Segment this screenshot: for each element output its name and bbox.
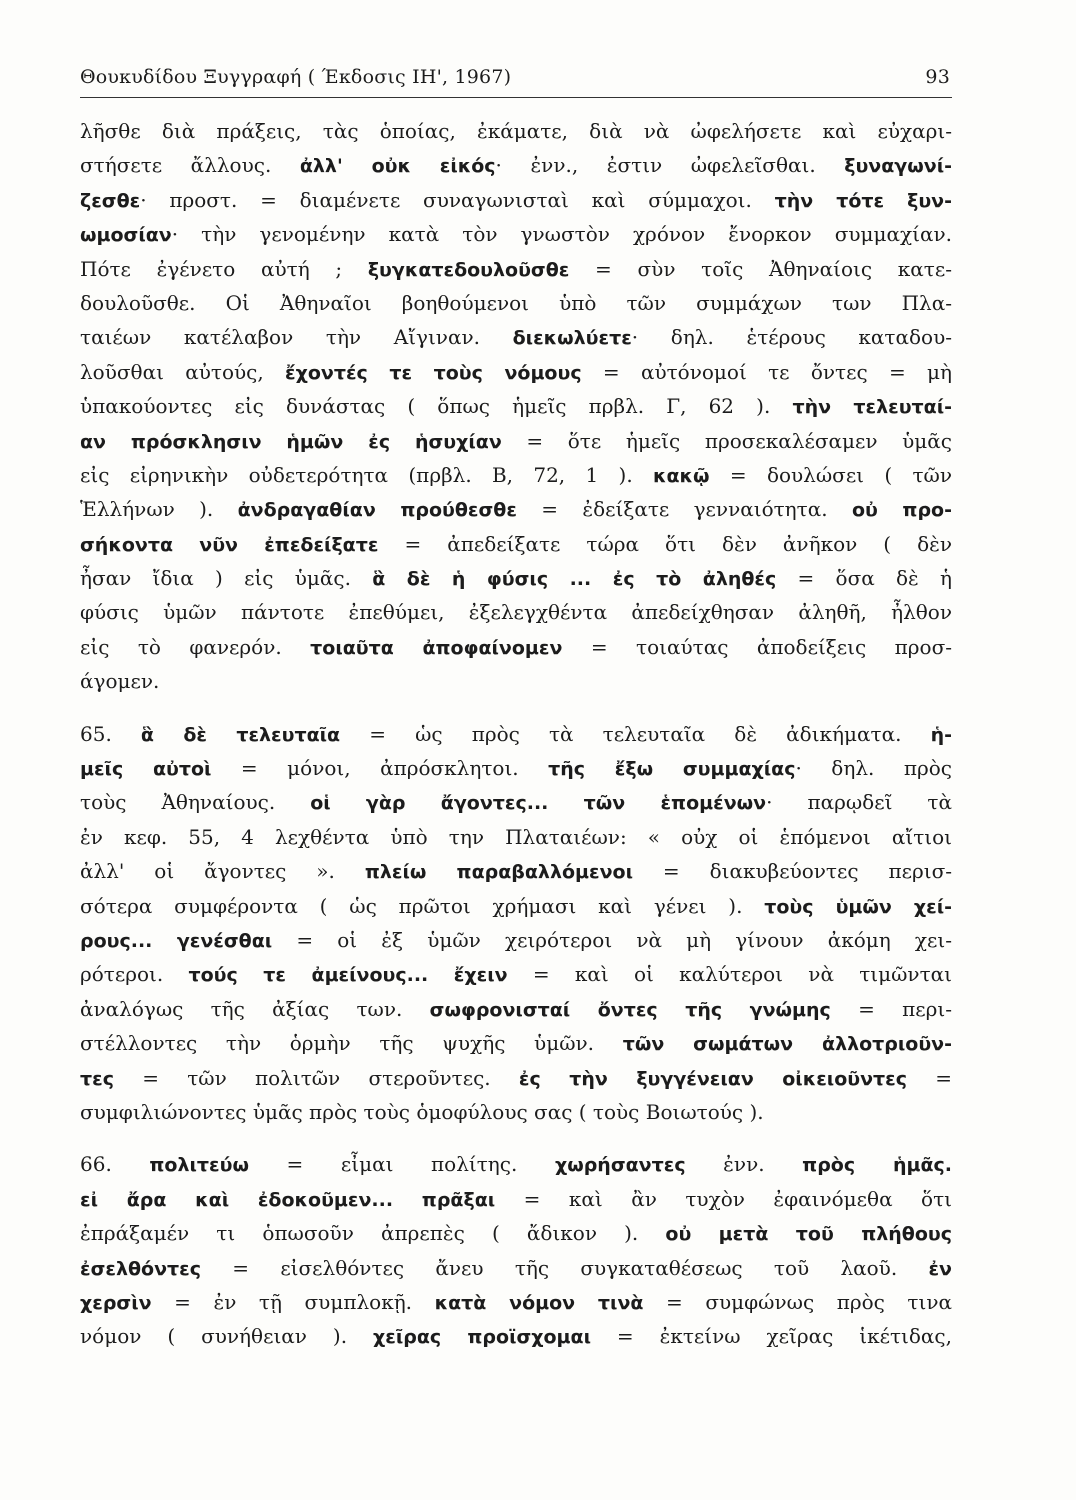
text-line bbox=[80, 923, 952, 957]
running-title: Θουκυδίδου Ξυγγραφή ( Έκδοσις ΙΗ', 1967) bbox=[80, 66, 512, 88]
gloss-text: = καὶ οἱ καλύτεροι νὰ τιμῶνται bbox=[507, 962, 952, 987]
paragraph-gap bbox=[80, 699, 952, 717]
gloss-text: ταιέων κατέλαβον τὴν Αἴγιναν. bbox=[80, 325, 513, 350]
lemma-term: χερσὶν bbox=[80, 1291, 152, 1314]
gloss-text: 66. bbox=[80, 1152, 150, 1177]
lemma-term: ξυναγωνί- bbox=[844, 155, 952, 178]
text-line bbox=[80, 717, 952, 751]
text-line bbox=[80, 820, 952, 854]
gloss-text: = εἰσελθόντες ἄνευ τῆς συγκαταθέσεως τοῦ λαοῦ. bbox=[201, 1255, 929, 1280]
lemma-term: ἔχοντές τε τοὺς νόμους bbox=[285, 361, 582, 384]
lemma-term: χεῖρας προϊσχομαι bbox=[373, 1326, 591, 1349]
text-line bbox=[80, 527, 952, 561]
text-line bbox=[80, 1319, 952, 1353]
text-line bbox=[80, 1095, 952, 1129]
gloss-text: = αὐτόνομοί τε ὄντες = μὴ bbox=[581, 359, 953, 384]
text-line bbox=[80, 785, 952, 819]
lemma-term: τὴν τότε ξυν- bbox=[774, 189, 952, 212]
text-line bbox=[80, 389, 952, 423]
text-line bbox=[80, 854, 952, 888]
gloss-text: = ὡς πρὸς τὰ τελευταῖα δὲ ἀδικήματα. bbox=[340, 721, 931, 746]
text-line bbox=[80, 595, 952, 629]
text-line bbox=[80, 492, 952, 526]
gloss-text: = ἐν τῇ συμπλοκῇ. bbox=[151, 1289, 435, 1314]
text-line bbox=[80, 1285, 952, 1319]
text-line bbox=[80, 1147, 952, 1181]
lemma-term: μεῖς αὐτοὶ bbox=[80, 758, 212, 781]
text-line bbox=[80, 992, 952, 1026]
lemma-term: τοιαῦτα ἀποφαίνομεν bbox=[310, 636, 563, 659]
gloss-text: = οἱ ἐξ ὑμῶν χειρότεροι νὰ μὴ γίνουν ἀκόμη χει- bbox=[272, 927, 953, 952]
gloss-text: συμφιλιώνοντες ὑμᾶς πρὸς τοὺς ὁμοφύλους σας ( τοὺς Βοιωτούς ). bbox=[80, 1099, 764, 1124]
gloss-text: = διακυβεύοντες περισ- bbox=[633, 859, 952, 884]
gloss-text: · ἐνν., ἐστιν ὠφελεῖσθαι. bbox=[495, 153, 845, 178]
gloss-text: ἦσαν ἴδια ) εἰς ὑμᾶς. bbox=[80, 566, 373, 591]
lemma-term: ἐν bbox=[928, 1257, 952, 1280]
text-line bbox=[80, 751, 952, 785]
lemma-term: πολιτεύω bbox=[149, 1154, 249, 1177]
text-line bbox=[80, 630, 952, 664]
lemma-term: ἀλλ' οὐκ εἰκός bbox=[299, 155, 496, 178]
text-line bbox=[80, 1026, 952, 1060]
gloss-text: φύσις ὑμῶν πάντοτε ἐπεθύμει, ἐξελεγχθέντα ἀπεδείχθησαν ἀληθῆ, ἦλθον bbox=[80, 600, 952, 625]
gloss-text: εἰς εἰρηνικὴν οὐδετερότητα (πρβλ. Β, 72, 1 ). bbox=[80, 462, 653, 487]
gloss-text: ἀλλ' οἱ ἄγοντες ». bbox=[80, 859, 365, 884]
gloss-text: ἐν κεφ. 55, 4 λεχθέντα ὑπὸ την Πλαταιέων: « οὐχ οἱ ἑπόμενοι αἴτιοι bbox=[80, 824, 952, 849]
gloss-text: λῆσθε διὰ πράξεις, τὰς ὁποίας, ἐκάματε, διὰ νὰ ὠφελήσετε καὶ εὐχαρι- bbox=[80, 119, 952, 143]
lemma-term: ἐσελθόντες bbox=[80, 1257, 201, 1280]
lemma-term: οἱ γὰρ ἄγοντες... τῶν ἑπομένων bbox=[310, 792, 767, 815]
gloss-text: = καὶ ἂν τυχὸν ἐφαινόμεθα ὅτι bbox=[495, 1186, 952, 1211]
gloss-text: = ἐδείξατε γενναιότητα. bbox=[516, 497, 852, 522]
gloss-text: = εἶμαι πολίτης. bbox=[248, 1152, 555, 1177]
text-line bbox=[80, 957, 952, 991]
text-line bbox=[80, 286, 952, 320]
text-line bbox=[80, 424, 952, 458]
lemma-term: διεκωλύετε bbox=[512, 327, 632, 350]
gloss-text: = τοιαύτας ἀποδείξεις προσ- bbox=[562, 634, 952, 659]
gloss-text: = ὅτε ἡμεῖς προσεκαλέσαμεν ὑμᾶς bbox=[501, 428, 952, 453]
gloss-text: = συμφώνως πρὸς τινα bbox=[643, 1289, 952, 1314]
gloss-text: · δηλ. ἑτέρους καταδου- bbox=[631, 325, 952, 350]
gloss-text: = δουλώσει ( τῶν bbox=[709, 462, 952, 487]
lemma-term: τὴν τελευταί- bbox=[792, 396, 953, 419]
text-line bbox=[80, 355, 952, 389]
gloss-text: = περι- bbox=[830, 996, 952, 1021]
text-line bbox=[80, 458, 952, 492]
lemma-term: τῆς ἔξω συμμαχίας bbox=[548, 758, 796, 781]
lemma-term: τούς τε ἀμείνους... ἔχειν bbox=[188, 964, 508, 987]
lemma-term: πρὸς ἡμᾶς. bbox=[802, 1154, 953, 1177]
lemma-term: κακῷ bbox=[652, 464, 710, 487]
gloss-text: · τὴν γενομένην κατὰ τὸν γνωστὸν χρόνον ἔνορκον συμμαχίαν. bbox=[171, 222, 952, 247]
gloss-text: άγομεν. bbox=[80, 669, 160, 694]
lemma-term: ωμοσίαν bbox=[80, 224, 172, 247]
text-line bbox=[80, 1061, 952, 1095]
gloss-text: · προστ. = διαμένετε συναγωνισταὶ καὶ σύμμαχοι. bbox=[140, 187, 775, 212]
lemma-term: κατὰ νόμον τινὰ bbox=[434, 1291, 644, 1314]
lemma-term: ἐς τὴν ξυγγένειαν οἰκειοῦντες bbox=[518, 1067, 907, 1090]
text-line bbox=[80, 217, 952, 251]
text-line bbox=[80, 664, 952, 698]
gloss-text: 65. bbox=[80, 721, 141, 746]
gloss-text: λοῦσθαι αὐτούς, bbox=[80, 359, 286, 384]
gloss-text: = ἀπεδείξατε τώρα ὅτι δὲν ἀνῆκον ( δὲν bbox=[378, 531, 953, 556]
text-line bbox=[80, 148, 952, 182]
lemma-term: τῶν σωμάτων ἀλλοτριοῦν- bbox=[622, 1033, 953, 1056]
gloss-text: εἰς τὸ φανερόν. bbox=[80, 634, 311, 659]
text-line bbox=[80, 1251, 952, 1285]
lemma-term: ζεσθε bbox=[80, 189, 141, 212]
page-header bbox=[80, 66, 950, 94]
lemma-term: ἃ δὲ ἡ φύσις ... ἐς τὸ ἀληθές bbox=[372, 568, 777, 591]
text-line bbox=[80, 561, 952, 595]
lemma-term: ἡ- bbox=[930, 723, 952, 746]
gloss-text: ρότεροι. bbox=[80, 962, 189, 987]
lemma-term: ἀνδραγαθίαν προύθεσθε bbox=[237, 499, 517, 522]
gloss-text: Πότε ἐγένετο αὐτή ; bbox=[80, 256, 368, 281]
lemma-term: οὐ μετὰ τοῦ πλήθους bbox=[665, 1223, 952, 1246]
gloss-text: = σὺν τοῖς Ἀθηναίοις κατε- bbox=[569, 256, 952, 281]
gloss-text: νόμον ( συνήθειαν ). bbox=[80, 1324, 373, 1349]
gloss-text: · παρῳδεῖ τὰ bbox=[766, 790, 952, 815]
text-line bbox=[80, 114, 952, 148]
lemma-term: αν πρόσκλησιν ἡμῶν ἐς ἡσυχίαν bbox=[80, 430, 502, 453]
gloss-text: στέλλοντες τὴν ὁρμὴν τῆς ψυχῆς ὑμῶν. bbox=[80, 1031, 623, 1056]
gloss-text: ἐπράξαμέν τι ὁπωσοῦν ἀπρεπὲς ( ἄδικον ). bbox=[80, 1221, 666, 1246]
gloss-text: Ἑλλήνων ). bbox=[80, 497, 238, 522]
lemma-term: σωφρονισταί ὄντες τῆς γνώμης bbox=[429, 998, 831, 1021]
lemma-term: πλείω παραβαλλόμενοι bbox=[364, 861, 633, 884]
gloss-text: ἀναλόγως τῆς ἀξίας των. bbox=[80, 996, 430, 1021]
text-line bbox=[80, 183, 952, 217]
lemma-term: ρους... γενέσθαι bbox=[80, 929, 273, 952]
gloss-text: στήσετε ἄλλους. bbox=[80, 153, 300, 178]
gloss-text: τοὺς Ἀθηναίους. bbox=[80, 790, 311, 815]
gloss-text: · δηλ. πρὸς bbox=[795, 756, 952, 781]
lemma-term: χωρήσαντες bbox=[554, 1154, 686, 1177]
gloss-text: = μόνοι, ἀπρόσκλητοι. bbox=[211, 756, 549, 781]
text-line bbox=[80, 1216, 952, 1250]
lemma-term: τοὺς ὑμῶν χεί- bbox=[764, 895, 953, 918]
gloss-text: = ὅσα δὲ ἡ bbox=[776, 566, 952, 591]
header-rule bbox=[80, 97, 952, 98]
gloss-text: ὑπακούοντες εἰς δυνάστας ( ὅπως ἡμεῖς πρβλ. Γ, 62 ). bbox=[80, 394, 793, 419]
lemma-term: εἰ ἄρα καὶ ἐδοκοῦμεν... πρᾶξαι bbox=[80, 1188, 496, 1211]
gloss-text: = ἐκτείνω χεῖρας ἱκέτιδας, bbox=[590, 1324, 952, 1349]
text-line bbox=[80, 320, 952, 354]
text-line bbox=[80, 252, 952, 286]
gloss-text: σότερα συμφέροντα ( ὡς πρῶτοι χρήμασι καὶ γένει ). bbox=[80, 893, 765, 918]
lemma-term: ἃ δὲ τελευταῖα bbox=[140, 723, 341, 746]
text-line bbox=[80, 1182, 952, 1216]
lemma-term: οὐ προ- bbox=[851, 499, 952, 522]
page-number: 93 bbox=[925, 66, 950, 88]
gloss-text: = bbox=[906, 1065, 952, 1090]
gloss-text: = τῶν πολιτῶν στεροῦντες. bbox=[113, 1065, 519, 1090]
gloss-text: ἐνν. bbox=[685, 1152, 803, 1177]
lemma-term: σήκοντα νῦν ἐπεδείξατε bbox=[80, 533, 379, 556]
commentary-text bbox=[80, 114, 952, 1354]
lemma-term: τες bbox=[80, 1067, 114, 1090]
paragraph-gap bbox=[80, 1129, 952, 1147]
lemma-term: ξυγκατεδουλοῦσθε bbox=[367, 258, 570, 281]
text-line bbox=[80, 889, 952, 923]
gloss-text: δουλοῦσθε. Οἱ Ἀθηναῖοι βοηθούμενοι ὑπὸ τῶν συμμάχων των Πλα- bbox=[80, 290, 952, 315]
